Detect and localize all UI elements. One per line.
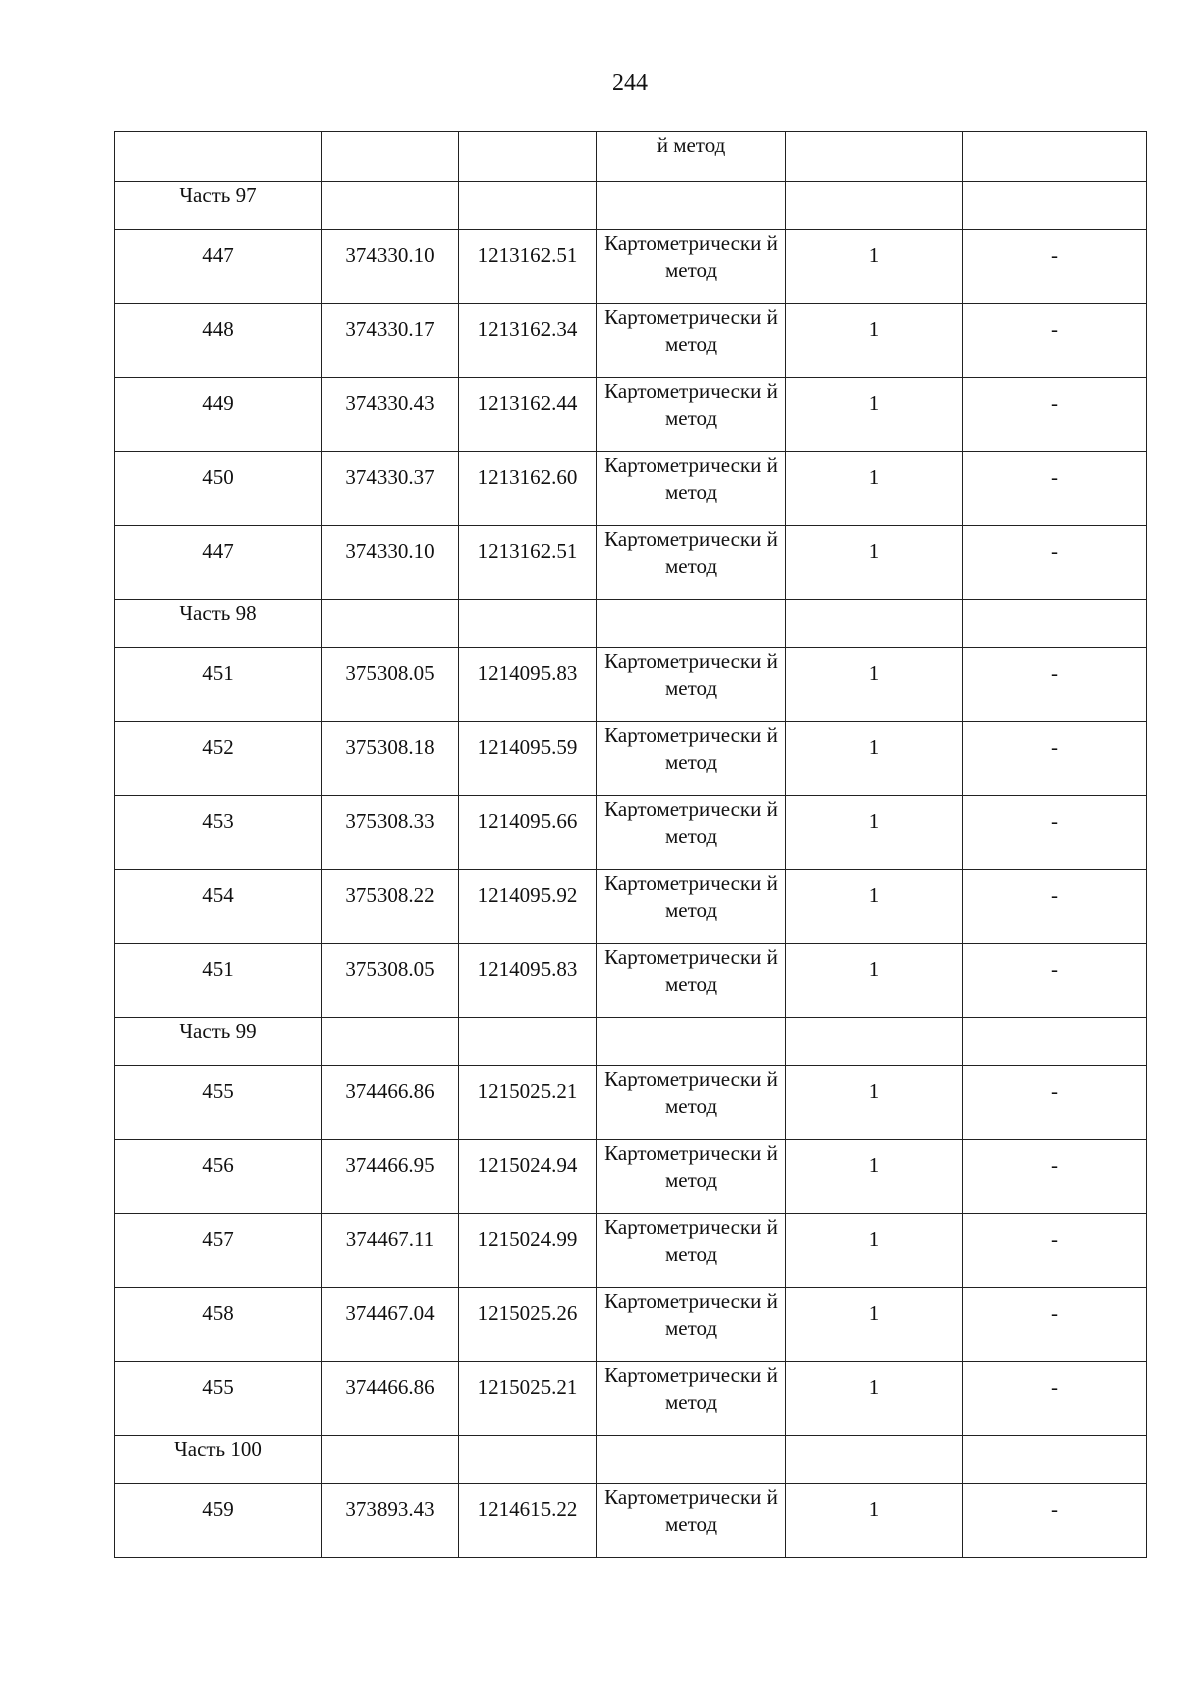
- note-cell: -: [963, 870, 1147, 944]
- method-cell: Картометрически й метод: [597, 230, 786, 304]
- x-coordinate-cell: 374330.43: [322, 378, 459, 452]
- method-cell: Картометрически й метод: [597, 526, 786, 600]
- continuation-method-cell: й метод: [597, 132, 786, 182]
- table-row: [115, 452, 1147, 526]
- point-number-cell: 449: [115, 378, 322, 452]
- note-cell: -: [963, 1214, 1147, 1288]
- x-coordinate-cell: 374330.10: [322, 526, 459, 600]
- accuracy-cell: 1: [786, 1066, 963, 1140]
- x-coordinate-cell: 375308.05: [322, 648, 459, 722]
- cell-empty: [322, 1018, 459, 1066]
- note-cell: -: [963, 722, 1147, 796]
- y-coordinate-cell: 1215024.99: [459, 1214, 597, 1288]
- x-coordinate-cell: 374330.17: [322, 304, 459, 378]
- note-cell: -: [963, 1288, 1147, 1362]
- x-coordinate-cell: 374330.37: [322, 452, 459, 526]
- cell-empty: [322, 600, 459, 648]
- x-coordinate-cell: 374466.86: [322, 1362, 459, 1436]
- accuracy-cell: 1: [786, 230, 963, 304]
- table-row: [115, 1362, 1147, 1436]
- method-cell: Картометрически й метод: [597, 870, 786, 944]
- point-number-cell: 451: [115, 944, 322, 1018]
- point-number-cell: 458: [115, 1288, 322, 1362]
- y-coordinate-cell: 1215025.21: [459, 1362, 597, 1436]
- cell-empty: [963, 1018, 1147, 1066]
- y-coordinate-cell: 1214095.66: [459, 796, 597, 870]
- point-number-cell: 454: [115, 870, 322, 944]
- table-row: [115, 1484, 1147, 1558]
- x-coordinate-cell: 374466.86: [322, 1066, 459, 1140]
- page-number: 244: [612, 70, 648, 96]
- cell-empty: [459, 132, 597, 182]
- table-row: [115, 1214, 1147, 1288]
- x-coordinate-cell: 375308.22: [322, 870, 459, 944]
- x-coordinate-cell: 374466.95: [322, 1140, 459, 1214]
- accuracy-cell: 1: [786, 304, 963, 378]
- method-cell: Картометрически й метод: [597, 796, 786, 870]
- method-cell: Картометрически й метод: [597, 944, 786, 1018]
- table-row: [115, 1140, 1147, 1214]
- method-cell: Картометрически й метод: [597, 1362, 786, 1436]
- point-number-cell: 456: [115, 1140, 322, 1214]
- note-cell: -: [963, 452, 1147, 526]
- cell-empty: [459, 1436, 597, 1484]
- accuracy-cell: 1: [786, 722, 963, 796]
- cell-empty: [322, 132, 459, 182]
- point-number-cell: 451: [115, 648, 322, 722]
- note-cell: -: [963, 1362, 1147, 1436]
- part-label: Часть 97: [115, 182, 322, 230]
- point-number-cell: 459: [115, 1484, 322, 1558]
- point-number-cell: 448: [115, 304, 322, 378]
- cell-empty: [597, 182, 786, 230]
- cell-empty: [459, 1018, 597, 1066]
- note-cell: -: [963, 796, 1147, 870]
- table-row: [115, 1066, 1147, 1140]
- table-row: [115, 230, 1147, 304]
- continuation-row: [115, 132, 1147, 182]
- note-cell: -: [963, 1140, 1147, 1214]
- cell-empty: [786, 600, 963, 648]
- y-coordinate-cell: 1213162.60: [459, 452, 597, 526]
- table-row: [115, 378, 1147, 452]
- method-cell: Картометрически й метод: [597, 304, 786, 378]
- part-row: [115, 1436, 1147, 1484]
- part-row: [115, 182, 1147, 230]
- y-coordinate-cell: 1215025.21: [459, 1066, 597, 1140]
- point-number-cell: 447: [115, 230, 322, 304]
- accuracy-cell: 1: [786, 526, 963, 600]
- cell-empty: [963, 1436, 1147, 1484]
- point-number-cell: 450: [115, 452, 322, 526]
- cell-empty: [963, 132, 1147, 182]
- point-number-cell: 453: [115, 796, 322, 870]
- method-cell: Картометрически й метод: [597, 1066, 786, 1140]
- method-cell: Картометрически й метод: [597, 1214, 786, 1288]
- cell-empty: [322, 182, 459, 230]
- y-coordinate-cell: 1214095.83: [459, 944, 597, 1018]
- part-row: [115, 600, 1147, 648]
- part-row: [115, 1018, 1147, 1066]
- accuracy-cell: 1: [786, 378, 963, 452]
- method-cell: Картометрически й метод: [597, 378, 786, 452]
- method-cell: Картометрически й метод: [597, 1484, 786, 1558]
- table-row: [115, 722, 1147, 796]
- note-cell: -: [963, 230, 1147, 304]
- x-coordinate-cell: 375308.18: [322, 722, 459, 796]
- part-label: Часть 98: [115, 600, 322, 648]
- y-coordinate-cell: 1215025.26: [459, 1288, 597, 1362]
- table-row: [115, 870, 1147, 944]
- accuracy-cell: 1: [786, 870, 963, 944]
- table-row: [115, 944, 1147, 1018]
- y-coordinate-cell: 1213162.44: [459, 378, 597, 452]
- method-cell: Картометрически й метод: [597, 1288, 786, 1362]
- point-number-cell: 457: [115, 1214, 322, 1288]
- x-coordinate-cell: 375308.05: [322, 944, 459, 1018]
- y-coordinate-cell: 1215024.94: [459, 1140, 597, 1214]
- table-row: [115, 304, 1147, 378]
- accuracy-cell: 1: [786, 648, 963, 722]
- cell-empty: [459, 182, 597, 230]
- cell-empty: [786, 1018, 963, 1066]
- cell-empty: [963, 600, 1147, 648]
- note-cell: -: [963, 944, 1147, 1018]
- note-cell: -: [963, 1484, 1147, 1558]
- x-coordinate-cell: 374467.04: [322, 1288, 459, 1362]
- x-coordinate-cell: 375308.33: [322, 796, 459, 870]
- method-cell: Картометрически й метод: [597, 1140, 786, 1214]
- cell-empty: [597, 1436, 786, 1484]
- cell-empty: [786, 1436, 963, 1484]
- accuracy-cell: 1: [786, 944, 963, 1018]
- cell-empty: [115, 132, 322, 182]
- part-label: Часть 100: [115, 1436, 322, 1484]
- table-row: [115, 526, 1147, 600]
- accuracy-cell: 1: [786, 1288, 963, 1362]
- x-coordinate-cell: 373893.43: [322, 1484, 459, 1558]
- y-coordinate-cell: 1213162.51: [459, 526, 597, 600]
- table-row: [115, 1288, 1147, 1362]
- accuracy-cell: 1: [786, 1214, 963, 1288]
- cell-empty: [786, 182, 963, 230]
- x-coordinate-cell: 374467.11: [322, 1214, 459, 1288]
- accuracy-cell: 1: [786, 1140, 963, 1214]
- table-row: [115, 648, 1147, 722]
- point-number-cell: 452: [115, 722, 322, 796]
- accuracy-cell: 1: [786, 1362, 963, 1436]
- cell-empty: [963, 182, 1147, 230]
- note-cell: -: [963, 378, 1147, 452]
- cell-empty: [322, 1436, 459, 1484]
- note-cell: -: [963, 648, 1147, 722]
- y-coordinate-cell: 1214615.22: [459, 1484, 597, 1558]
- point-number-cell: 455: [115, 1066, 322, 1140]
- x-coordinate-cell: 374330.10: [322, 230, 459, 304]
- accuracy-cell: 1: [786, 452, 963, 526]
- cell-empty: [597, 1018, 786, 1066]
- y-coordinate-cell: 1214095.59: [459, 722, 597, 796]
- y-coordinate-cell: 1213162.34: [459, 304, 597, 378]
- method-cell: Картометрически й метод: [597, 722, 786, 796]
- cell-empty: [597, 600, 786, 648]
- note-cell: -: [963, 526, 1147, 600]
- cell-empty: [786, 132, 963, 182]
- part-label: Часть 99: [115, 1018, 322, 1066]
- y-coordinate-cell: 1214095.92: [459, 870, 597, 944]
- y-coordinate-cell: 1213162.51: [459, 230, 597, 304]
- coordinates-table: [114, 131, 1147, 1558]
- table-row: [115, 796, 1147, 870]
- point-number-cell: 455: [115, 1362, 322, 1436]
- y-coordinate-cell: 1214095.83: [459, 648, 597, 722]
- coordinates-table-body: [115, 132, 1147, 1558]
- accuracy-cell: 1: [786, 1484, 963, 1558]
- point-number-cell: 447: [115, 526, 322, 600]
- cell-empty: [459, 600, 597, 648]
- note-cell: -: [963, 1066, 1147, 1140]
- method-cell: Картометрически й метод: [597, 648, 786, 722]
- method-cell: Картометрически й метод: [597, 452, 786, 526]
- accuracy-cell: 1: [786, 796, 963, 870]
- note-cell: -: [963, 304, 1147, 378]
